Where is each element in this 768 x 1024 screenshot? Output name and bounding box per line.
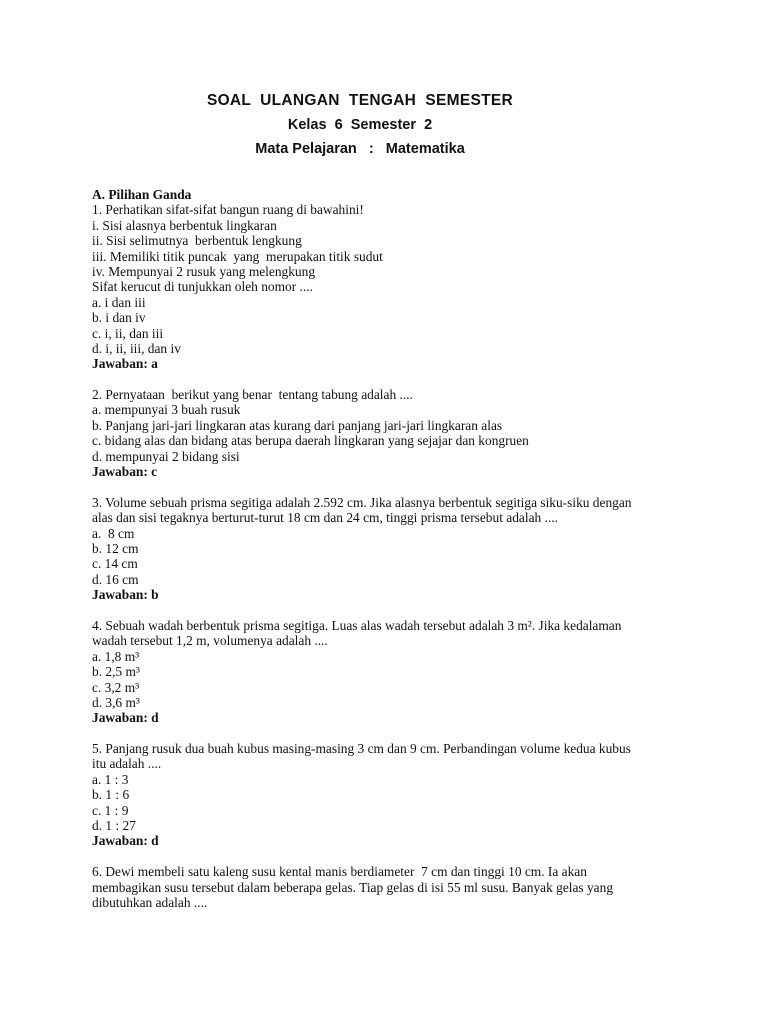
- question-spacer: [92, 372, 692, 387]
- answer-option: b. Panjang jari-jari lingkaran atas kurang dari panjang jari-jari lingkaran alas: [92, 417, 503, 433]
- answer-option: c. 3,2 m³: [92, 679, 140, 695]
- question-text-line: iii. Memiliki titik puncak yang merupakan titik sudut: [92, 248, 383, 264]
- question-text: 4. Sebuah wadah berbentuk prisma segitiga. Luas alas wadah tersebut adalah 3 m². Jika kedalaman: [92, 617, 622, 633]
- question-text: 3. Volume sebuah prisma segitiga adalah 2.592 cm. Jika alasnya berbentuk segitiga siku-siku dengan: [92, 494, 632, 510]
- answer-option: d. mempunyai 2 bidang sisi: [92, 448, 240, 464]
- answer-key: Jawaban: c: [92, 464, 158, 480]
- answer-option: a. i dan iii: [92, 294, 146, 310]
- question-text-line: itu adalah ....: [92, 756, 162, 772]
- question-text-line: ii. Sisi selimutnya berbentuk lengkung: [92, 233, 302, 249]
- question-text-line: i. Sisi alasnya berbentuk lingkaran: [92, 217, 277, 233]
- answer-key: Jawaban: d: [92, 833, 159, 849]
- answer-option: b. 1 : 6: [92, 787, 130, 803]
- answer-option: c. i, ii, dan iii: [92, 325, 164, 341]
- answer-option: a. mempunyai 3 buah rusuk: [92, 402, 241, 418]
- question-spacer: [92, 849, 692, 864]
- answer-key: Jawaban: d: [92, 710, 159, 726]
- question-text-line: wadah tersebut 1,2 m, volumenya adalah ....: [92, 633, 328, 649]
- question-text: 1. Perhatikan sifat-sifat bangun ruang di bawahini!: [92, 202, 364, 218]
- answer-option: a. 1,8 m³: [92, 648, 140, 664]
- answer-option: d. i, ii, iii, dan iv: [92, 340, 181, 356]
- answer-option: a. 8 cm: [92, 525, 135, 541]
- answer-option: d. 3,6 m³: [92, 694, 140, 710]
- class-semester-line: Kelas 6 Semester 2: [287, 117, 433, 133]
- answer-key: Jawaban: a: [92, 356, 158, 372]
- question-text: 2. Pernyataan berikut yang benar tentang tabung adalah ....: [92, 387, 413, 403]
- question-spacer: [92, 479, 692, 494]
- answer-option: d. 16 cm: [92, 571, 139, 587]
- answer-option: b. i dan iv: [92, 310, 146, 326]
- subject-line: Mata Pelajaran : Matematika: [255, 141, 465, 157]
- document-title: SOAL ULANGAN TENGAH SEMESTER: [206, 92, 514, 109]
- question-text: 6. Dewi membeli satu kaleng susu kental manis berdiameter 7 cm dan tinggi 10 cm. Ia akan: [92, 864, 587, 880]
- answer-option: a. 1 : 3: [92, 771, 129, 787]
- document-body: [92, 187, 692, 910]
- answer-key: Jawaban: b: [92, 587, 159, 603]
- answer-option: b. 12 cm: [92, 540, 139, 556]
- question-text-line: iv. Mempunyai 2 rusuk yang melengkung: [92, 263, 316, 279]
- answer-option: c. bidang alas dan bidang atas berupa daerah lingkaran yang sejajar dan kongruen: [92, 433, 529, 449]
- question-text-line: dibutuhkan adalah ....: [92, 894, 208, 910]
- answer-option: c. 14 cm: [92, 556, 138, 572]
- answer-option: c. 1 : 9: [92, 802, 129, 818]
- question-spacer: [92, 603, 692, 618]
- answer-option: b. 2,5 m³: [92, 664, 140, 680]
- question-text-line: alas dan sisi tegaknya berturut-turut 18 cm dan 24 cm, tinggi prisma tersebut adalah ....: [92, 510, 558, 526]
- question-text-line: membagikan susu tersebut dalam beberapa gelas. Tiap gelas di isi 55 ml susu. Banyak gelas yang: [92, 879, 614, 895]
- question-spacer: [92, 726, 692, 741]
- question-text: 5. Panjang rusuk dua buah kubus masing-masing 3 cm dan 9 cm. Perbandingan volume kedua kubus: [92, 741, 631, 757]
- answer-option: d. 1 : 27: [92, 818, 136, 834]
- section-heading: A. Pilihan Ganda: [92, 187, 192, 202]
- question-text-line: Sifat kerucut di tunjukkan oleh nomor ....: [92, 279, 313, 295]
